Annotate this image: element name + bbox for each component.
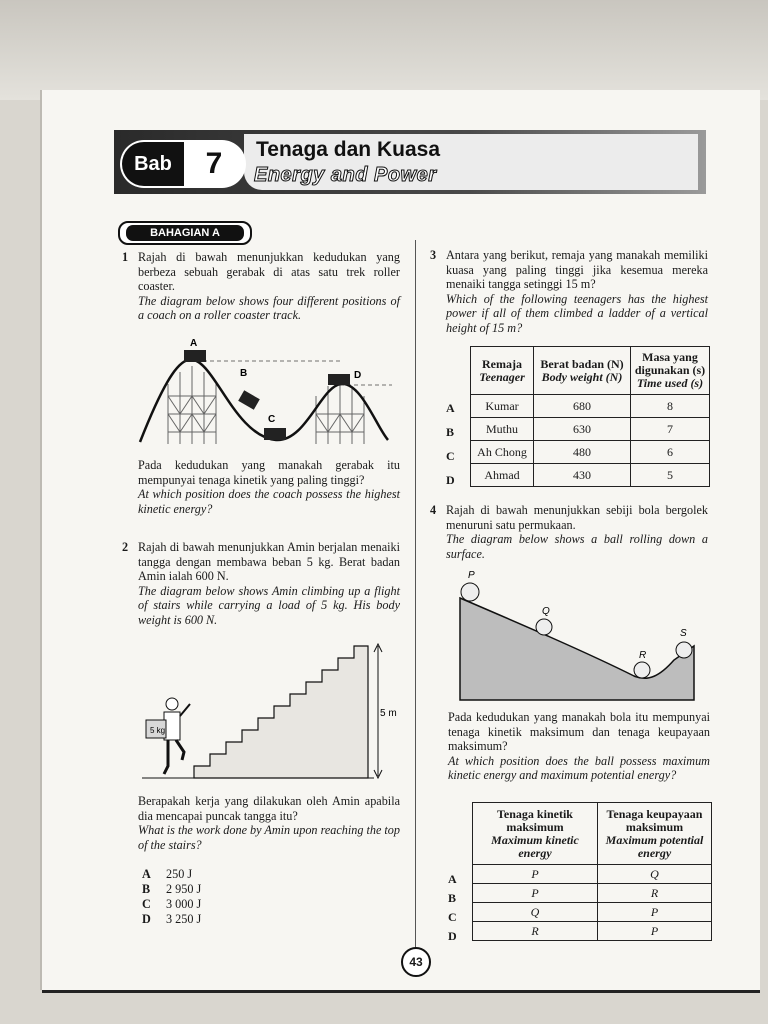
question-text-ms: Rajah di bawah menunjukkan sebiji bola bergolek menuruni satu permukaan. (446, 503, 708, 532)
question-3 (430, 248, 708, 336)
roller-coaster-diagram (136, 336, 392, 448)
question-2-prompt (138, 794, 400, 852)
option-a[interactable]: A (448, 872, 457, 886)
question-prompt-en: At which position does the ball possess maximum kinetic energy and maximum potential energy? (448, 753, 710, 783)
question-1 (122, 250, 400, 323)
load-label: 5 kg (150, 726, 166, 735)
label-c: C (268, 414, 276, 425)
chapter-title-en: Energy and Power (254, 164, 437, 186)
question-text-ms: Rajah di bawah menunjukkan kedudukan yang berbeza sebuah gerabak di atas satu trek roller coaster. (138, 250, 400, 294)
table-row: R P (473, 922, 712, 941)
option-c[interactable]: C (446, 449, 455, 463)
header-weight: Berat badan (N) Body weight (N) (534, 347, 631, 395)
label-p: P (468, 570, 475, 581)
option-b[interactable]: B (446, 425, 455, 439)
header-kinetic: Tenaga kinetik maksimum Maximum kinetic energy (473, 803, 598, 865)
option-a[interactable]: A (446, 401, 455, 415)
label-q: Q (542, 606, 550, 617)
table-row: P R (473, 884, 712, 903)
column-divider (415, 240, 416, 960)
question-prompt-ms: Pada kedudukan yang manakah bola itu mempunyai tenaga kinetik maksimum dan tenaga keupayaan maksimum? (448, 710, 710, 754)
question-text-en: The diagram below shows four different positions of a coach on a roller coaster track. (138, 293, 400, 323)
option-b[interactable]: B (448, 891, 457, 905)
chapter-label: Bab (122, 142, 184, 186)
option-c[interactable]: C 3 000 J (142, 897, 202, 911)
question-2-options (142, 867, 201, 927)
ball-q (536, 619, 552, 635)
coach-b (238, 390, 260, 409)
question-number: 2 (122, 540, 129, 554)
option-d[interactable]: D (448, 929, 457, 943)
ball-r (634, 662, 650, 678)
chapter-number: 7 (205, 147, 223, 180)
table-row: Ahmad 430 5 (471, 464, 710, 487)
header-time: Masa yang digunakan (s) Time used (s) (631, 347, 710, 395)
label-d: D (354, 370, 362, 381)
label-s: S (680, 628, 687, 639)
height-label: 5 m (380, 708, 397, 719)
question-number: 4 (430, 503, 437, 517)
question-prompt-ms: Berapakah kerja yang dilakukan oleh Amin apabila dia mencapai puncak tangga itu? (138, 794, 400, 823)
energy-table (472, 802, 712, 941)
workbook-page (42, 90, 760, 990)
table-row: P Q (473, 865, 712, 884)
question-prompt-en: At which position does the coach possess the highest kinetic energy? (138, 487, 400, 516)
question-prompt-en: What is the work done by Amin upon reaching the top of the stairs? (138, 823, 400, 852)
question-text-en: The diagram below shows a ball rolling down a surface. (446, 532, 708, 561)
section-label: BAHAGIAN A (126, 225, 244, 241)
header-teenager: Remaja Teenager (471, 347, 534, 395)
ball-s (676, 642, 692, 658)
question-4-prompt (448, 710, 710, 783)
header-potential: Tenaga keupayaan maksimum Maximum potential energy (598, 803, 712, 865)
label-a: A (190, 338, 198, 349)
table-row: Muthu 630 7 (471, 418, 710, 441)
option-b[interactable]: B 2 950 J (142, 882, 202, 896)
table-row: Q P (473, 903, 712, 922)
ball-p (461, 583, 479, 601)
ball-slope-diagram (456, 572, 698, 702)
chapter-title-ms: Tenaga dan Kuasa (256, 138, 440, 161)
page-number: 43 (401, 947, 431, 977)
amin-figure (146, 698, 190, 774)
label-r: R (639, 650, 647, 661)
table-row: Ah Chong 480 6 (471, 441, 710, 464)
question-1-prompt (138, 458, 400, 516)
question-text-ms: Antara yang berikut, remaja yang manakah memiliki kuasa yang paling tinggi jika kesemua mereka menaiki tangga setinggi 15 m? (446, 248, 708, 292)
option-a[interactable]: A 250 J (142, 867, 193, 881)
label-b: B (240, 368, 248, 379)
question-text-ms: Rajah di bawah menunjukkan Amin berjalan menaiki tangga dengan membawa beban 5 kg. Berat badan Amin ialah 600 N. (138, 540, 400, 584)
question-4 (430, 503, 708, 561)
question-text-en: Which of the following teenagers has the highest power if all of them climbed a ladder of a vertical height of 15 m? (446, 291, 708, 335)
teenager-table (470, 346, 710, 487)
question-text-en: The diagram below shows Amin climbing up a flight of stairs while carrying a load of 5 kg. His body weight is 600 N. (138, 583, 400, 627)
coach-c (264, 428, 286, 440)
coach-a (184, 350, 206, 362)
coach-d (328, 374, 350, 385)
question-prompt-ms: Pada kedudukan yang manakah gerabak itu mempunyai tenaga kinetik yang paling tinggi? (138, 458, 400, 487)
question-number: 3 (430, 248, 437, 262)
scan-background (0, 0, 768, 100)
stairs-diagram (142, 642, 412, 782)
option-c[interactable]: C (448, 910, 457, 924)
option-d[interactable]: D 3 250 J (142, 912, 202, 926)
section-tag (118, 221, 252, 245)
question-number: 1 (122, 250, 129, 264)
option-d[interactable]: D (446, 473, 455, 487)
question-2 (122, 540, 400, 628)
table-row: Kumar 680 8 (471, 395, 710, 418)
